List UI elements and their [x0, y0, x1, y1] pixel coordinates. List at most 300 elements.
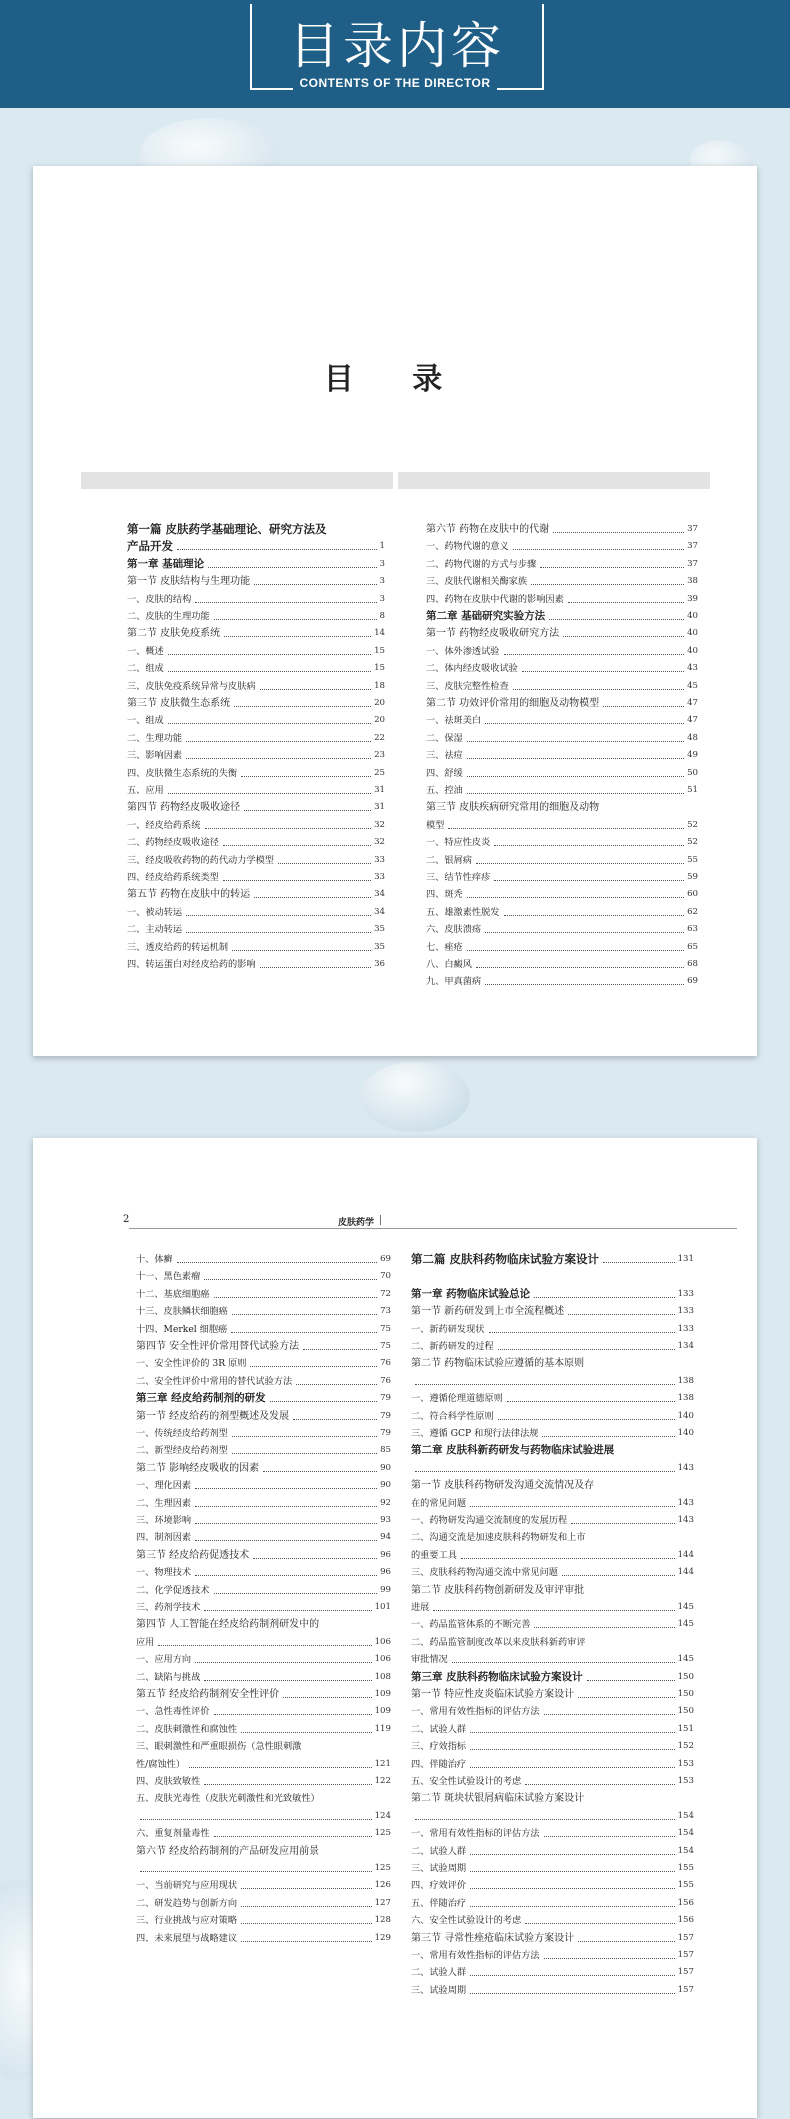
leader-dots	[214, 1836, 372, 1837]
toc-entry-title: 三、药剂学技术	[136, 1602, 201, 1613]
toc-entry	[127, 747, 385, 764]
toc-entry	[127, 939, 385, 956]
toc-entry-page: 75	[380, 1323, 391, 1334]
leader-dots	[186, 758, 371, 759]
leader-dots	[470, 1993, 674, 1994]
toc-entry-title: 一、应用方向	[136, 1654, 192, 1666]
leader-dots	[232, 1453, 377, 1454]
toc-entry	[127, 921, 385, 938]
toc-entry	[411, 1877, 694, 1894]
toc-entry	[411, 1529, 694, 1546]
leader-dots	[540, 567, 684, 568]
toc-entry-title: 第四节 安全性评价常用替代试验方法	[136, 1341, 300, 1352]
banner-subtitle: CONTENTS OF THE DIRECTOR	[0, 76, 790, 90]
toc-entry-page: 101	[374, 1602, 391, 1612]
leader-dots	[204, 1610, 371, 1611]
toc-entry-page: 76	[380, 1375, 391, 1386]
toc-entry-page: 125	[374, 1863, 391, 1873]
toc-entry-title: 三、经皮吸收药物的药代动力学模型	[127, 854, 274, 866]
toc-entry-title: 二、研发趋势与创新方向	[136, 1897, 238, 1909]
toc-entry	[411, 1512, 694, 1529]
leader-dots	[177, 1262, 377, 1263]
leader-dots	[415, 1819, 675, 1820]
toc-heading: 目 录	[323, 362, 467, 397]
toc-entry-page: 124	[374, 1810, 391, 1821]
leader-dots	[470, 1749, 674, 1750]
toc-entry	[127, 904, 385, 921]
toc-entry-page: 156	[677, 1915, 694, 1926]
toc-entry	[127, 782, 385, 799]
toc-entry	[411, 1599, 694, 1616]
toc-entry-page: 39	[687, 593, 698, 604]
toc-entry-page: 79	[380, 1410, 391, 1421]
toc-entry-title: 二、新药研发的过程	[411, 1341, 494, 1352]
toc-entry-page: 129	[374, 1932, 391, 1943]
toc-entry	[127, 765, 385, 782]
toc-entry	[411, 1286, 694, 1303]
toc-entry	[136, 1773, 391, 1790]
leader-dots	[578, 1941, 674, 1942]
toc-entry-page: 157	[677, 1984, 694, 1995]
toc-entry-title: 第二节 皮肤免疫系统	[127, 628, 221, 640]
toc-entry-title: 产品开发	[127, 539, 173, 554]
toc-entry	[411, 1808, 694, 1825]
toc-entry-title: 进展	[411, 1602, 430, 1613]
leader-dots	[568, 1314, 674, 1315]
toc-entry-page: 90	[380, 1480, 391, 1491]
leader-dots	[587, 1680, 675, 1681]
toc-entry-title: 第一节 皮肤结构与生理功能	[127, 576, 251, 588]
toc-entry-title: 十一、黑色素瘤	[136, 1271, 201, 1283]
toc-entry-page: 32	[374, 837, 385, 848]
toc-entry-page: 52	[687, 819, 698, 830]
toc-entry-title: 四、舒缓	[426, 767, 463, 779]
toc-entry-title: 一、组成	[127, 715, 164, 727]
toc-entry-title: 第二章 皮肤科新药研发与药物临床试验进展	[411, 1444, 615, 1457]
toc-entry-page: 96	[380, 1567, 391, 1578]
toc-entry-page: 157	[677, 1950, 694, 1960]
toc-entry-title: 三、祛痘	[426, 750, 463, 762]
leader-dots	[578, 1697, 674, 1698]
toc-entry-page: 33	[374, 872, 385, 882]
toc-entry	[426, 799, 698, 816]
toc-entry	[136, 1616, 391, 1633]
toc-entry-title: 十、体癣	[136, 1254, 173, 1265]
leader-dots	[204, 1279, 377, 1280]
toc-entry	[127, 817, 385, 834]
toc-entry	[127, 678, 385, 695]
toc-entry-title: 四、疗效评价	[411, 1880, 467, 1892]
leader-dots	[562, 1575, 675, 1576]
leader-dots	[204, 1680, 371, 1681]
toc-entry-page: 43	[687, 663, 698, 674]
toc-entry	[136, 1756, 391, 1773]
toc-entry-page: 125	[374, 1828, 391, 1839]
toc-entry-page: 35	[374, 924, 385, 935]
toc-entry-page: 8	[379, 611, 385, 621]
toc-entry	[426, 538, 698, 555]
leader-dots	[467, 741, 684, 742]
toc-entry-page: 143	[677, 1462, 694, 1473]
toc-entry-title: 一、被动转运	[127, 906, 183, 918]
toc-entry-title: 五、控油	[426, 785, 463, 796]
leader-dots	[241, 1906, 372, 1907]
leader-dots	[241, 1941, 372, 1942]
toc-entry-title: 二、生理因素	[136, 1497, 192, 1509]
toc-entry	[426, 904, 698, 921]
toc-entry-page: 153	[677, 1758, 694, 1769]
toc-entry-title: 第一节 新药研发到上市全流程概述	[411, 1306, 565, 1318]
toc-entry-page: 36	[374, 959, 385, 969]
toc-entry-title: 一、皮肤的结构	[127, 593, 192, 605]
toc-entry	[426, 869, 698, 886]
toc-entry	[136, 1547, 391, 1564]
toc-entry	[136, 1721, 391, 1738]
toc-entry-title: 三、疗效指标	[411, 1741, 467, 1753]
toc-entry-title: 一、理化因素	[136, 1480, 192, 1492]
toc-entry-page: 155	[677, 1863, 694, 1873]
toc-entry	[411, 1651, 694, 1668]
toc-entry-page: 40	[687, 645, 698, 656]
leader-dots	[186, 915, 371, 916]
toc-entry	[411, 1895, 694, 1912]
toc-entry-page: 37	[687, 541, 698, 552]
leader-dots	[168, 671, 371, 672]
leader-dots	[452, 1662, 675, 1663]
toc-entry-title: 三、皮肤代谢相关酶家族	[426, 576, 528, 588]
leader-dots	[467, 793, 684, 794]
toc-entry-title: 三、结节性痒疹	[426, 872, 491, 883]
leader-dots	[186, 741, 371, 742]
toc-entry-page: 131	[677, 1254, 694, 1264]
header-divider	[380, 1215, 381, 1225]
toc-entry-title: 第四节 人工智能在经皮给药制剂研发中的	[136, 1619, 320, 1631]
toc-entry-page: 69	[380, 1254, 391, 1264]
toc-entry-title: 一、祛斑美白	[426, 715, 482, 727]
leader-dots	[232, 1314, 377, 1315]
leader-dots	[433, 1610, 674, 1611]
toc-entry	[426, 834, 698, 851]
toc-entry-title: 五、皮肤光毒性（皮肤光刺激性和光致敏性）	[136, 1793, 320, 1805]
toc-entry	[136, 1512, 391, 1529]
running-header: 皮肤药学	[338, 1218, 375, 1228]
leader-dots	[253, 1558, 377, 1559]
leader-dots	[232, 950, 371, 951]
leader-dots	[525, 1784, 674, 1785]
toc-entry	[426, 921, 698, 938]
leader-dots	[158, 1645, 371, 1646]
leader-dots	[278, 863, 371, 864]
toc-entry-title: 九、甲真菌病	[426, 976, 482, 988]
toc-entry-title: 一、药品监管体系的不断完善	[411, 1619, 531, 1631]
toc-entry-page: 55	[687, 854, 698, 865]
toc-entry	[136, 1338, 391, 1355]
toc-entry-title: 第二节 斑块状银屑病临床试验方案设计	[411, 1793, 585, 1805]
toc-entry-title: 二、试验人群	[411, 1845, 467, 1857]
toc-entry-title: 一、体外渗透试验	[426, 645, 500, 657]
leader-dots	[241, 1923, 372, 1924]
toc-entry	[127, 730, 385, 747]
toc-entry	[136, 1495, 391, 1512]
toc-entry	[136, 1477, 391, 1494]
toc-entry-page: 22	[374, 732, 385, 743]
toc-entry	[411, 1860, 694, 1877]
toc-entry	[426, 660, 698, 677]
toc-entry	[136, 1303, 391, 1320]
leader-dots	[168, 654, 371, 655]
toc-entry	[411, 1843, 694, 1860]
leader-dots	[195, 1506, 377, 1507]
toc-entry-title: 第一节 皮肤科药物研发沟通交流情况及存	[411, 1480, 595, 1492]
toc-entry	[426, 747, 698, 764]
toc-entry	[411, 1355, 694, 1372]
toc-entry-title: 五、雄激素性脱发	[426, 906, 500, 918]
toc-entry-page: 23	[374, 750, 385, 761]
leader-dots	[415, 1471, 675, 1472]
toc-entry-page: 76	[380, 1358, 391, 1369]
toc-entry-page: 85	[380, 1445, 391, 1456]
toc-entry	[136, 1425, 391, 1442]
toc-entry-title: 四、皮肤微生态系统的失衡	[127, 767, 238, 779]
toc-entry-page: 31	[374, 785, 385, 795]
toc-entry-title: 第一篇 皮肤药学基础理论、研究方法及	[127, 522, 327, 536]
toc-entry	[426, 956, 698, 973]
toc-entry	[411, 1495, 694, 1512]
toc-entry-title: 二、沟通交流是加速皮肤科药物研发和上市	[411, 1532, 586, 1544]
toc-entry-title: 三、皮肤完整性检查	[426, 680, 509, 692]
toc-entry-title: 六、重复剂量毒性	[136, 1828, 210, 1840]
leader-dots	[260, 967, 371, 968]
leader-dots	[470, 1888, 674, 1889]
toc-entry	[136, 1529, 391, 1546]
leader-dots	[205, 828, 372, 829]
toc-entry-page: 109	[374, 1689, 391, 1699]
toc-entry-page: 150	[677, 1689, 694, 1699]
leader-dots	[241, 1888, 372, 1889]
toc-entry-title: 二、缺陷与挑战	[136, 1671, 201, 1683]
leader-dots	[494, 845, 684, 846]
leader-dots	[470, 1854, 674, 1855]
leader-dots	[485, 723, 684, 724]
toc-entry-page: 138	[677, 1393, 694, 1404]
leader-dots	[270, 1401, 377, 1402]
toc-entry	[426, 817, 698, 834]
toc-entry-page: 93	[380, 1515, 391, 1525]
toc-entry	[411, 1373, 694, 1390]
toc-entry	[426, 643, 698, 660]
leader-dots	[214, 1593, 378, 1594]
toc-entry-page: 48	[687, 732, 698, 743]
leader-dots	[283, 1697, 371, 1698]
toc-entry-title: 二、银屑病	[426, 854, 472, 866]
toc-entry-title: 第三节 皮肤微生态系统	[127, 698, 231, 709]
toc-entry-title: 二、主动转运	[127, 924, 183, 936]
column-header-bar	[81, 472, 393, 489]
toc-entry	[411, 1251, 694, 1268]
toc-entry	[136, 1634, 391, 1651]
leader-dots	[214, 619, 377, 620]
toc-entry	[426, 521, 698, 538]
toc-entry-page: 154	[677, 1828, 694, 1839]
toc-entry-page: 34	[374, 906, 385, 917]
toc-entry-page: 126	[374, 1880, 391, 1891]
toc-entry-title: 模型	[426, 819, 445, 831]
toc-entry	[411, 1477, 694, 1494]
toc-entry-title: 性/腐蚀性）	[136, 1758, 186, 1770]
toc-entry	[411, 1634, 694, 1651]
toc-entry-page: 108	[374, 1671, 391, 1682]
toc-entry-title: 一、经皮给药系统	[127, 819, 201, 831]
toc-entry-page: 40	[687, 611, 698, 621]
toc-entry-title: 三、皮肤免疫系统异常与皮肤病	[127, 680, 256, 692]
toc-entry	[127, 869, 385, 886]
toc-entry-page: 138	[677, 1375, 694, 1386]
toc-entry	[426, 556, 698, 573]
toc-entry-title: 一、常用有效性指标的评估方法	[411, 1828, 540, 1840]
leader-dots	[544, 1958, 675, 1959]
toc-entry	[426, 852, 698, 869]
leader-dots	[224, 636, 371, 637]
leader-dots	[241, 1732, 372, 1733]
toc-entry-title: 在的常见问题	[411, 1497, 467, 1509]
toc-entry	[136, 1442, 391, 1459]
toc-entry	[136, 1651, 391, 1668]
leader-dots	[470, 1767, 674, 1768]
toc-entry-page: 35	[374, 941, 385, 952]
toc-entry-title: 二、符合科学性原则	[411, 1410, 494, 1422]
toc-entry-page: 157	[677, 1967, 694, 1978]
leader-dots	[296, 1384, 377, 1385]
toc-entry-title: 四、药物在皮肤中代谢的影响因素	[426, 593, 564, 605]
toc-entry-page: 153	[677, 1776, 694, 1786]
toc-entry-title: 六、皮肤溃疡	[426, 924, 482, 936]
toc-entry-title: 第五节 经皮给药制剂安全性评价	[136, 1689, 280, 1700]
toc-entry	[127, 956, 385, 973]
toc-entry-title: 第三节 皮肤疾病研究常用的细胞及动物	[426, 802, 600, 814]
toc-entry	[411, 1338, 694, 1355]
leader-dots	[522, 671, 684, 672]
toc-entry-page: 145	[677, 1619, 694, 1630]
toc-entry	[136, 1408, 391, 1425]
toc-entry	[136, 1460, 391, 1477]
toc-entry-title: 四、皮肤致敏性	[136, 1776, 201, 1787]
leader-dots	[467, 758, 684, 759]
toc-entry-title: 二、组成	[127, 663, 164, 675]
toc-entry-page: 143	[677, 1497, 694, 1508]
toc-entry-title: 审批情况	[411, 1654, 448, 1666]
toc-entry-page: 47	[687, 698, 698, 708]
toc-entry-page: 14	[374, 628, 385, 639]
toc-entry	[426, 573, 698, 590]
leader-dots	[467, 897, 684, 898]
toc-entry-page: 150	[677, 1706, 694, 1717]
toc-entry	[136, 1373, 391, 1390]
toc-entry-title: 一、遵循伦理道德原则	[411, 1393, 503, 1405]
leader-dots	[534, 1627, 674, 1628]
toc-entry	[426, 973, 698, 990]
leader-dots	[186, 932, 371, 933]
page-number: 2	[123, 1214, 130, 1225]
toc-entry	[411, 1460, 694, 1477]
toc-entry-page: 62	[687, 906, 698, 917]
toc-entry-page: 47	[687, 715, 698, 726]
leader-dots	[549, 619, 684, 620]
leader-dots	[544, 1836, 675, 1837]
leader-dots	[293, 1419, 377, 1420]
leader-dots	[195, 1488, 377, 1489]
toc-entry	[411, 1564, 694, 1581]
toc-entry-page: 106	[374, 1636, 391, 1647]
toc-page-1	[33, 166, 757, 1056]
toc-entry-title: 第二篇 皮肤科药物临床试验方案设计	[411, 1252, 600, 1266]
leader-dots	[467, 776, 684, 777]
toc-entry-page: 133	[677, 1288, 694, 1299]
toc-entry	[136, 1564, 391, 1581]
toc-entry-title: 六、安全性试验设计的考虑	[411, 1915, 522, 1927]
toc-entry-page: 20	[374, 698, 385, 708]
leader-dots	[513, 689, 684, 690]
toc-entry-title: 二、生理功能	[127, 732, 183, 744]
toc-entry-page: 128	[374, 1915, 391, 1926]
toc-entry	[411, 1982, 694, 1999]
leader-dots	[177, 549, 377, 550]
toc-entry-page: 133	[677, 1306, 694, 1317]
toc-entry	[411, 1947, 694, 1964]
leader-dots	[461, 1558, 675, 1559]
leader-dots	[542, 1436, 674, 1437]
toc-entry-page: 75	[380, 1341, 391, 1351]
toc-entry	[411, 1756, 694, 1773]
toc-entry	[136, 1843, 391, 1860]
toc-entry-title: 第二章 基础研究实验方法	[426, 610, 546, 622]
leader-dots	[168, 793, 371, 794]
leader-dots	[568, 602, 684, 603]
leader-dots	[485, 932, 684, 933]
toc-entry-page: 109	[374, 1706, 391, 1717]
banner-title: 目录内容	[289, 17, 505, 75]
leader-dots	[485, 984, 684, 985]
toc-entry-title: 三、眼刺激性和严重眼损伤（急性眼刺激	[136, 1741, 302, 1753]
toc-entry	[411, 1930, 694, 1947]
toc-entry	[411, 1669, 694, 1686]
toc-entry-page: 3	[379, 593, 385, 604]
toc-entry	[426, 939, 698, 956]
toc-entry	[411, 1721, 694, 1738]
leader-dots	[513, 549, 684, 550]
toc-entry-title: 一、常用有效性指标的评估方法	[411, 1706, 540, 1718]
leader-dots	[553, 532, 684, 533]
leader-dots	[214, 1714, 372, 1715]
toc-entry	[127, 695, 385, 712]
toc-entry-page: 127	[374, 1897, 391, 1908]
leader-dots	[476, 967, 684, 968]
toc-entry	[136, 1355, 391, 1372]
toc-entry-title: 二、药物代谢的方式与步骤	[426, 558, 537, 570]
leader-dots	[263, 1471, 377, 1472]
leader-dots	[470, 1906, 674, 1907]
toc-entry	[127, 556, 385, 573]
leader-dots	[214, 1297, 378, 1298]
toc-entry-page: 31	[374, 802, 385, 813]
leader-dots	[231, 1332, 377, 1333]
leader-dots	[234, 706, 371, 707]
leader-dots	[504, 654, 685, 655]
toc-entry-title: 七、痤疮	[426, 941, 463, 953]
toc-entry-title: 三、透皮给药的转运机制	[127, 941, 229, 953]
toc-entry	[127, 591, 385, 608]
toc-entry-page: 32	[374, 819, 385, 830]
toc-entry	[411, 1408, 694, 1425]
